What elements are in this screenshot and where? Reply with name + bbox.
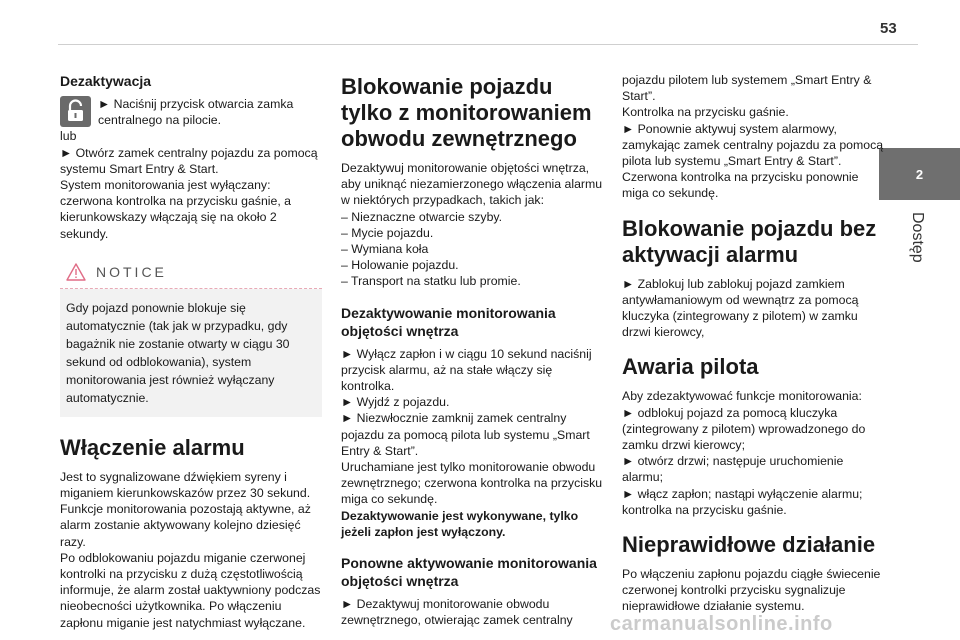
notice-box [60, 256, 322, 417]
heading-deactivation: Dezaktywacja [60, 73, 152, 89]
deactivation-info: System monitorowania jest wyłączany: czerwona kontrolka na przycisku gaśnie, a kierunkowskazy włączają się na około 2 sekundy. [60, 178, 292, 241]
malfunction-text: Po włączeniu zapłonu pojazdu ciągłe świecenie czerwonej kontrolki przycisku sygnalizuje nieprawidłowe działanie systemu. [622, 567, 881, 614]
remote-failure-step-1: ► odblokuj pojazd za pomocą kluczyka (zintegrowany z pilotem) wprowadzonego do zamku drzwi kierowcy; [622, 405, 866, 453]
deactivate-step-3: ► Niezwłocznie zamknij zamek centralny pojazdu za pomocą pilota lub systemu „Smart Entry & Start”. [341, 411, 590, 458]
column-middle [341, 74, 603, 628]
top-divider [58, 44, 918, 45]
reactivate-step-1: ► Dezaktywuj monitorowanie obwodu zewnętrznego, otwierając zamek centralny [341, 597, 573, 628]
deactivation-step [60, 96, 322, 128]
reactivate-cont-4: Czerwona kontrolka na przycisku ponownie miga co sekundę. [622, 170, 859, 201]
step-press-unlock: ► Naciśnij przycisk otwarcia zamka [98, 97, 294, 111]
remote-failure-step-2: ► otwórz drzwi; następuje uruchomienie alarmu; [622, 454, 844, 485]
list-item: – Wymiana koła [341, 242, 429, 257]
watermark: carmanualsonline.info [610, 613, 833, 635]
alarm-on-text-2: Funkcje monitorowania pozostają aktywne, aż alarm zostanie aktywowany kolejno dziesięć razy. [60, 502, 311, 549]
reactivate-cont-3: ► Ponownie aktywuj system alarmowy, zamykając zamek centralny pojazdu za pomocą pilota lub systemu „Smart Entry & Start”. [622, 121, 884, 169]
deactivate-step-1: ► Wyłącz zapłon i w ciągu 10 sekund naciśnij przycisk alarmu, aż na stałe włączy się kontrolka. [341, 346, 592, 394]
lock-key-fob-icon [60, 96, 91, 127]
subheading-reactivate-interior: Ponowne aktywowanie monitorowania objętości wnętrza [341, 555, 597, 590]
alarm-on-text-3: Po odblokowaniu pojazdu miganie czerwonej kontrolki na przycisku z dużą częstotliwością informuje, że alarm został uaktywniony podczas nieobecności użytkownika. Po włączeniu zapłonu miganie jest natychmiast wyłączane. [60, 550, 321, 630]
notice-text: Gdy pojazd ponownie blokuje się automatycznie (tak jak w przypadku, gdy bagażnik nie zostanie otwarty w ciągu 30 sekund od odblokowania), system monitorowania jest również wyłączany automatycznie. [60, 289, 322, 417]
deactivate-info: Uruchamiane jest tylko monitorowanie obwodu zewnętrznego; czerwona kontrolka na przycisku miga co sekundę. [341, 460, 603, 507]
reactivate-cont-2: Kontrolka na przycisku gaśnie. [622, 105, 789, 120]
chapter-label: Dostęp [909, 212, 926, 263]
list-item: – Nieznaczne otwarcie szyby. [341, 209, 503, 224]
column-left [60, 72, 322, 631]
chapter-tab[interactable]: 2 [879, 148, 960, 200]
column-right [622, 72, 887, 615]
section-title-alarm-on: Włączenie alarmu [60, 434, 245, 460]
perimeter-intro: Dezaktywuj monitorowanie objętości wnętrza, aby uniknąć niezamierzonego włączenia alarmu w niektórych przypadkach, takich jak: [341, 161, 603, 208]
section-title-remote-failure: Awaria pilota [622, 354, 759, 380]
list-item: – Transport na statku lub promie. [341, 274, 521, 289]
step-smart-entry: ► Otwórz zamek centralny pojazdu za pomocą systemu Smart Entry & Start. [60, 145, 318, 176]
notice-title: NOTICE [96, 263, 167, 280]
list-item: – Holowanie pojazdu. [341, 258, 459, 273]
lock-no-alarm-step: ► Zablokuj lub zablokuj pojazd zamkiem antywłamaniowym od wewnątrz za pomocą kluczyka (zintegrowany z pilotem) w zamku drzwi kierowcy, [622, 276, 859, 340]
subheading-deactivate-interior: Dezaktywowanie monitorowania objętości wnętrza [341, 304, 556, 339]
deactivate-step-2: ► Wyjdź z pojazdu. [341, 395, 450, 410]
remote-failure-intro: Aby zdezaktywować funkcje monitorowania: [622, 389, 862, 404]
or-text: lub [60, 129, 77, 144]
step-press-unlock-cont: centralnego na pilocie. [98, 113, 222, 128]
deactivate-note: Dezaktywowanie jest wykonywane, tylko jeżeli zapłon jest wyłączony. [341, 508, 579, 539]
list-item: – Mycie pojazdu. [341, 225, 434, 240]
section-title-perimeter: Blokowanie pojazdu tylko z monitorowaniem obwodu zewnętrznego [341, 74, 592, 151]
alarm-on-text-1: Jest to sygnalizowane dźwiękiem syreny i miganiem kierunkowskazów przez 30 sekund. [60, 469, 311, 501]
section-title-malfunction: Nieprawidłowe działanie [622, 532, 876, 558]
remote-failure-step-3: ► włącz zapłon; nastąpi wyłączenie alarmu; kontrolka na przycisku gaśnie. [622, 486, 863, 517]
warning-triangle-icon [66, 263, 86, 281]
notice-header [60, 256, 322, 289]
reactivate-cont-1: pojazdu pilotem lub systemem „Smart Entry & Start”. [622, 73, 872, 104]
section-title-lock-no-alarm: Blokowanie pojazdu bez aktywacji alarmu [622, 215, 877, 267]
page-number: 53 [880, 20, 897, 37]
